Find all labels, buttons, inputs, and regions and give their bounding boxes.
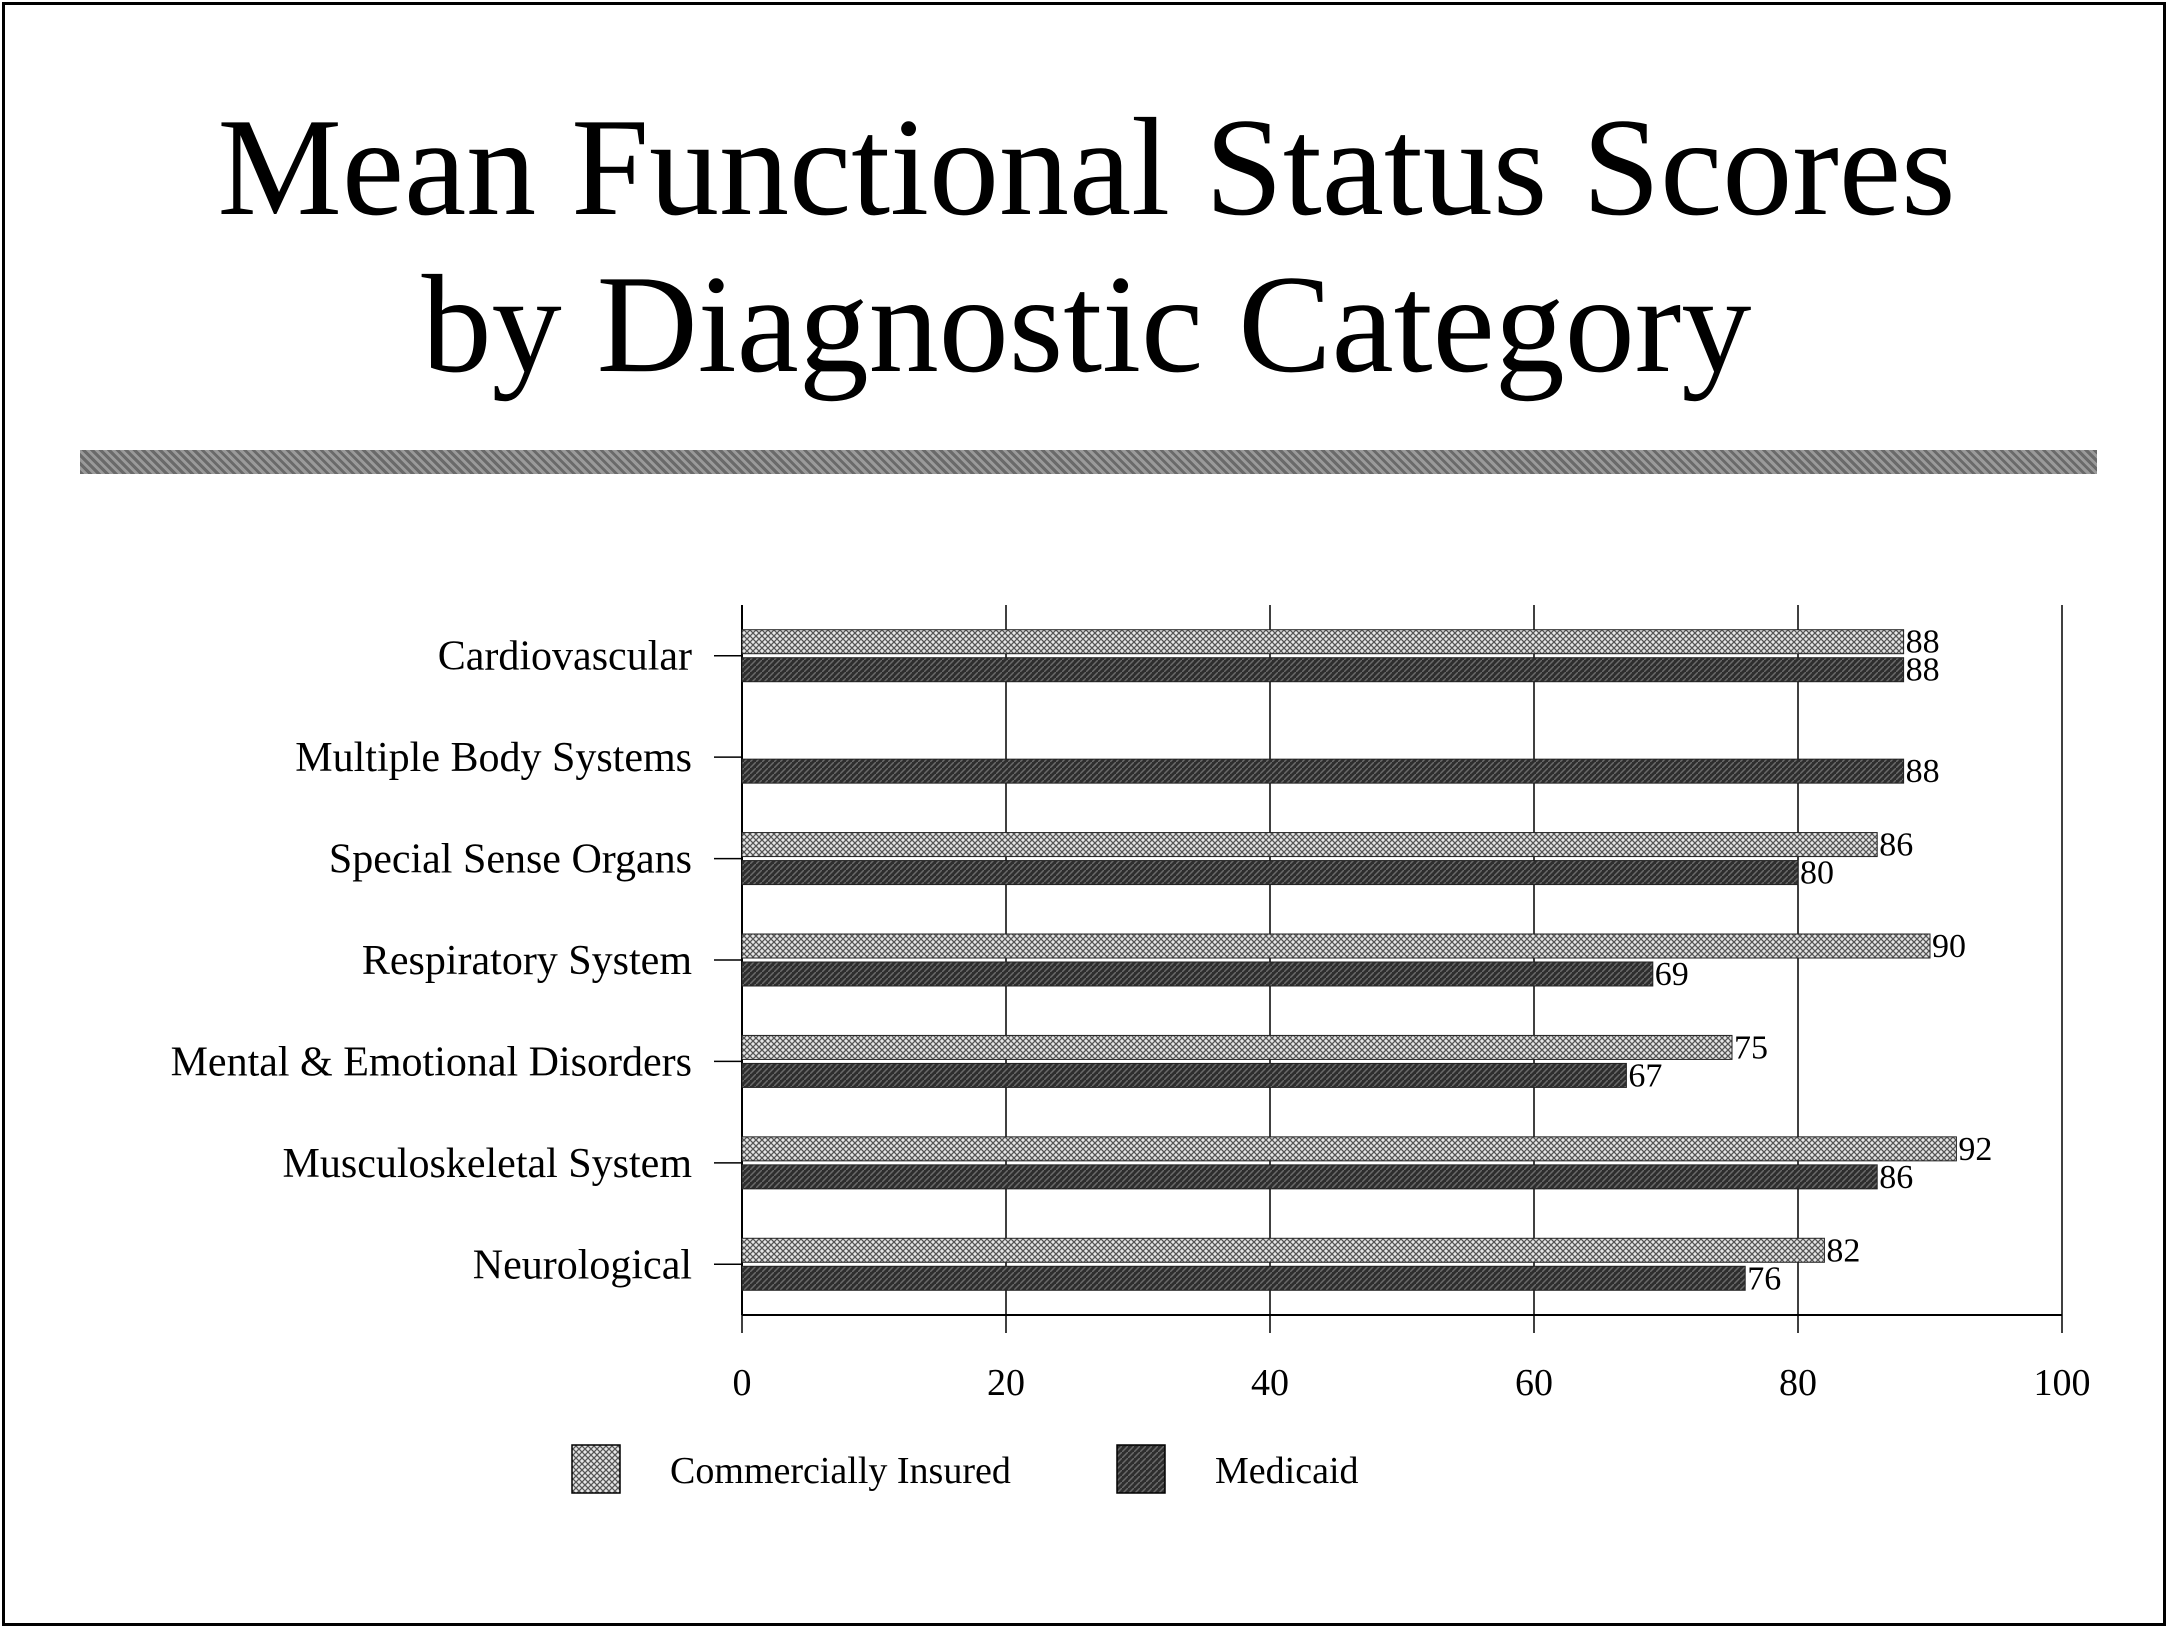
bar-medicaid [742,759,1904,783]
bar-medicaid [742,861,1798,885]
chart-title-line-1: Mean Functional Status Scores [217,90,1956,245]
x-tick-label: 20 [987,1362,1025,1404]
bar-medicaid [742,1266,1745,1290]
legend-swatch [572,1445,620,1493]
bar-commercially-insured [742,833,1877,857]
bar-commercially-insured [742,1137,1956,1161]
bar-medicaid [742,1063,1626,1087]
bar-commercially-insured [742,1035,1732,1059]
legend-swatch [1117,1445,1165,1493]
x-tick-label: 0 [732,1362,752,1404]
bar-value-label: 90 [1932,928,1966,965]
x-tick-label: 40 [1251,1362,1289,1404]
bar-value-label: 76 [1747,1260,1782,1298]
bar-medicaid [742,658,1904,682]
y-category-label: Mental & Emotional Disorders [170,1039,692,1086]
bar-commercially-insured [742,630,1904,654]
bar-value-label: 88 [1905,753,1940,791]
x-tick-label: 80 [1779,1362,1817,1404]
bar-commercially-insured [742,934,1930,958]
bar-medicaid [742,1165,1877,1189]
chart-title-line-2: by Diagnostic Category [421,247,1752,402]
bar-value-label: 86 [1879,826,1914,864]
bar-value-label: 92 [1958,1130,1993,1168]
y-category-label: Neurological [472,1242,692,1289]
x-tick-label: 60 [1515,1362,1553,1404]
bar-medicaid [742,962,1653,986]
bar-value-label: 80 [1800,854,1834,892]
y-category-label: Musculoskeletal System [282,1140,692,1187]
bar-value-label: 82 [1826,1232,1861,1270]
bar-value-label: 69 [1654,956,1689,993]
y-category-label: Respiratory System [361,938,692,984]
y-category-label: Cardiovascular [437,633,692,680]
bar-commercially-insured [742,1238,1824,1262]
bar-value-label: 67 [1628,1057,1663,1095]
legend-label: Medicaid [1215,1450,1359,1492]
x-tick-label: 100 [2033,1362,2091,1404]
y-category-label: Special Sense Organs [328,836,692,883]
bar-value-label: 88 [1905,651,1940,689]
legend-label: Commercially Insured [670,1450,1011,1492]
bar-value-label: 88 [1905,623,1940,661]
bar-value-label: 75 [1734,1029,1768,1067]
bar-value-label: 86 [1879,1158,1914,1196]
y-category-label: Multiple Body Systems [295,735,692,782]
